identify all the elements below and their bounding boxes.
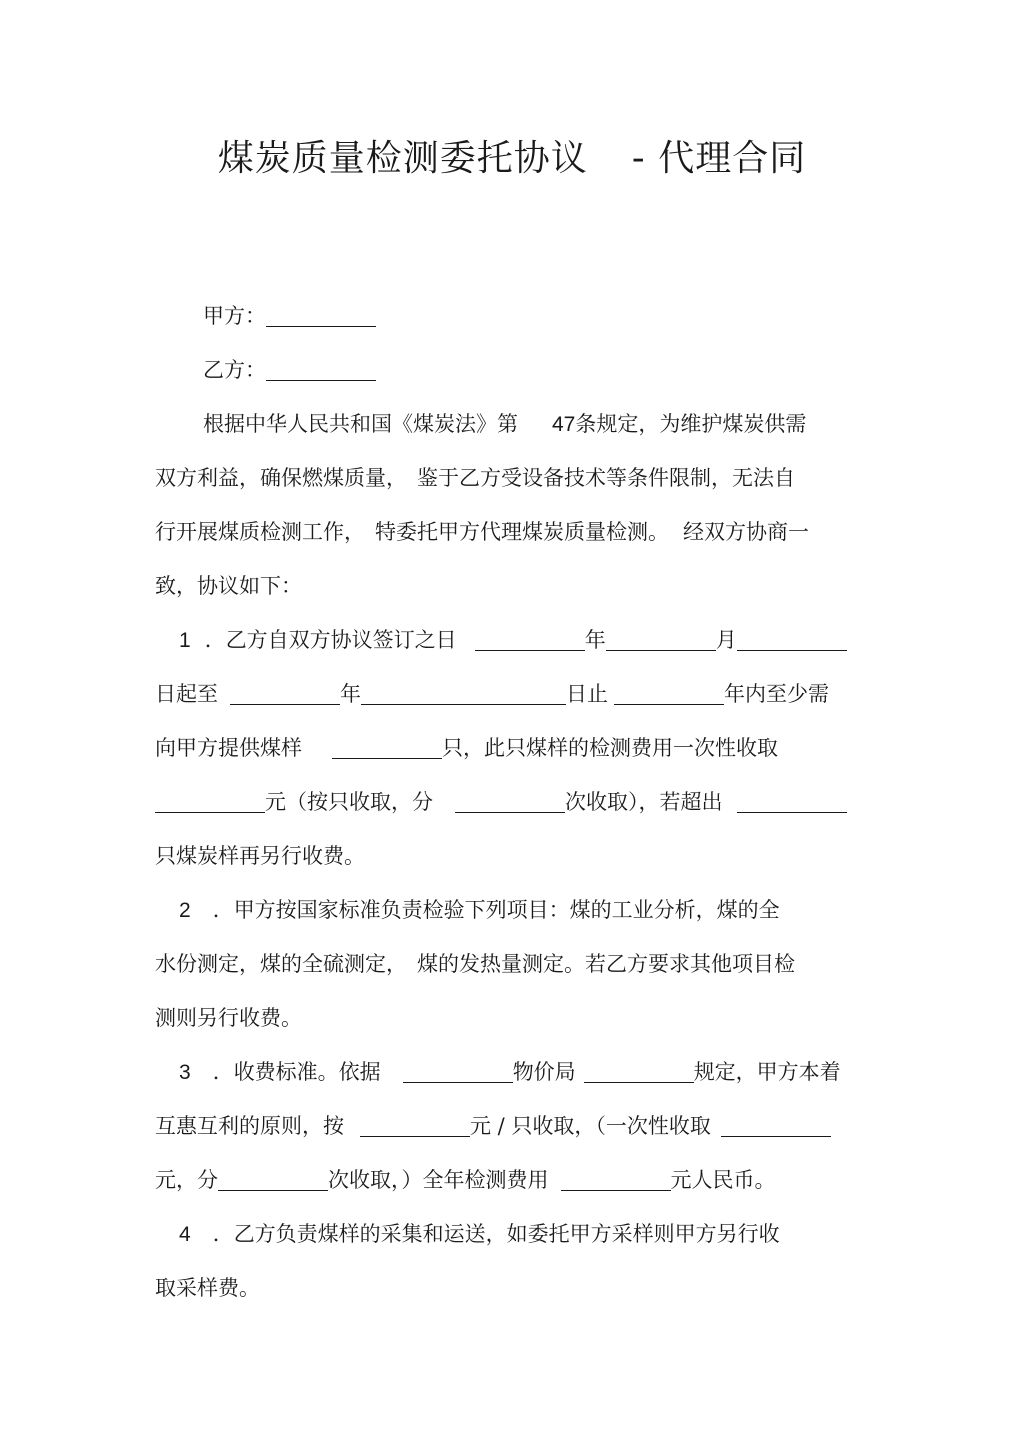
clause-text: 元，分 <box>155 1168 218 1192</box>
party-a-label: 甲方： <box>203 304 266 328</box>
clause-3-blank <box>360 1110 470 1137</box>
preamble-text: 鉴于乙方受设备技术等条件限制，无法自 <box>417 466 795 490</box>
clause-text: 月 <box>715 628 737 652</box>
clause-text: 物价局 <box>512 1060 576 1084</box>
preamble-line-1 <box>155 404 880 458</box>
preamble-text: 特委托甲方代理煤炭质量检测。 <box>375 520 669 544</box>
clause-text: 乙方负责煤样的采集和运送，如委托甲方采样则甲方另行收 <box>233 1222 780 1246</box>
clause-text: 年 <box>584 628 606 652</box>
preamble-line-3 <box>155 512 880 566</box>
preamble-text: 双方利益，确保燃煤质量， <box>155 466 407 490</box>
clause-text: 煤的发热量测定。若乙方要求其他项目检 <box>417 952 795 976</box>
clause-1-blank <box>361 678 566 705</box>
clause-1-line-3 <box>155 728 880 782</box>
clause-1-blank <box>230 678 340 705</box>
clause-3-line-1 <box>155 1052 880 1106</box>
clause-text: 只煤炭样再另行收费。 <box>155 844 365 868</box>
clause-text: 日起至 <box>155 682 218 706</box>
party-a-blank <box>266 300 376 327</box>
clause-text: 只，此只煤样的检测费用一次性收取 <box>442 736 778 760</box>
clause-dot: ． <box>212 1222 234 1246</box>
clause-3-line-2 <box>155 1106 880 1160</box>
article-number: 47 <box>552 413 576 436</box>
clause-2-line-1 <box>155 890 880 944</box>
clause-text: 甲方按国家标准负责检验下列项目：煤的工业分析，煤的全 <box>233 898 780 922</box>
title-main: 煤炭质量检测委托协议 <box>217 138 588 179</box>
clause-1-blank <box>155 786 265 813</box>
clause-text: 收费标准。依据 <box>233 1060 381 1084</box>
clause-1-line-5 <box>155 836 880 890</box>
clause-text: 取采样费。 <box>155 1276 260 1300</box>
clause-text: 年内至少需 <box>724 682 829 706</box>
clause-1-blank <box>475 624 585 651</box>
clause-number: 4 <box>179 1223 191 1246</box>
clause-text: 元人民币。 <box>670 1168 776 1192</box>
clause-2-line-2 <box>155 944 880 998</box>
clause-1-blank <box>614 678 724 705</box>
clause-text: 乙方自双方协议签订之日 <box>225 628 457 652</box>
clause-text: 元（按只收取，分 <box>265 790 433 814</box>
clause-dot: ． <box>212 1060 234 1084</box>
clause-1-line-2 <box>155 674 880 728</box>
clause-3-blank <box>584 1056 694 1083</box>
clause-text: 日止 <box>566 682 608 706</box>
clause-number: 2 <box>179 899 191 922</box>
clause-1-blank <box>606 624 716 651</box>
clause-dot: ． <box>204 628 226 652</box>
clause-text: 元 / 只收取，（一次性收取 <box>470 1114 711 1138</box>
clause-text: 次收取，）全年检测费用 <box>328 1168 549 1192</box>
clause-1-blank <box>455 786 565 813</box>
preamble-text: 经双方协商一 <box>683 520 809 544</box>
clause-4-line-1 <box>155 1214 880 1268</box>
clause-4-line-2 <box>155 1268 880 1322</box>
clause-3-blank <box>561 1164 671 1191</box>
party-b-blank <box>266 354 376 381</box>
clause-text: 规定，甲方本着 <box>693 1060 841 1084</box>
clause-1-blank <box>737 786 847 813</box>
clause-number: 1 <box>179 629 191 652</box>
document-body <box>155 296 880 1322</box>
preamble-line-4 <box>155 566 880 620</box>
clause-number: 3 <box>179 1061 191 1084</box>
clause-3-line-3 <box>155 1160 880 1214</box>
title-suffix: - 代理合同 <box>631 138 807 179</box>
preamble-text: 条规定，为维护煤炭供需 <box>575 412 807 436</box>
clause-1-line-4 <box>155 782 880 836</box>
document-title <box>0 130 1024 181</box>
clause-text: 年 <box>340 682 361 706</box>
clause-3-blank <box>403 1056 513 1083</box>
preamble-text: 行开展煤质检测工作， <box>155 520 365 544</box>
clause-text: 互惠互利的原则，按 <box>155 1114 344 1138</box>
clause-text: 向甲方提供煤样 <box>155 736 302 760</box>
preamble-text: 根据中华人民共和国《煤炭法》第 <box>203 412 518 436</box>
clause-text: 测则另行收费。 <box>155 1006 302 1030</box>
clause-1-blank <box>737 624 847 651</box>
clause-3-blank <box>721 1110 831 1137</box>
clause-1-line-1 <box>155 620 880 674</box>
clause-text: 水份测定，煤的全硫测定， <box>155 952 407 976</box>
preamble-line-2 <box>155 458 880 512</box>
preamble-text: 致，协议如下： <box>155 574 302 598</box>
clause-3-blank <box>218 1164 328 1191</box>
party-b-line <box>155 350 880 404</box>
clause-text: 次收取），若超出 <box>565 790 723 814</box>
party-b-label: 乙方： <box>203 358 266 382</box>
party-a-line <box>155 296 880 350</box>
clause-1-blank <box>332 732 442 759</box>
clause-2-line-3 <box>155 998 880 1052</box>
clause-dot: ． <box>212 898 234 922</box>
